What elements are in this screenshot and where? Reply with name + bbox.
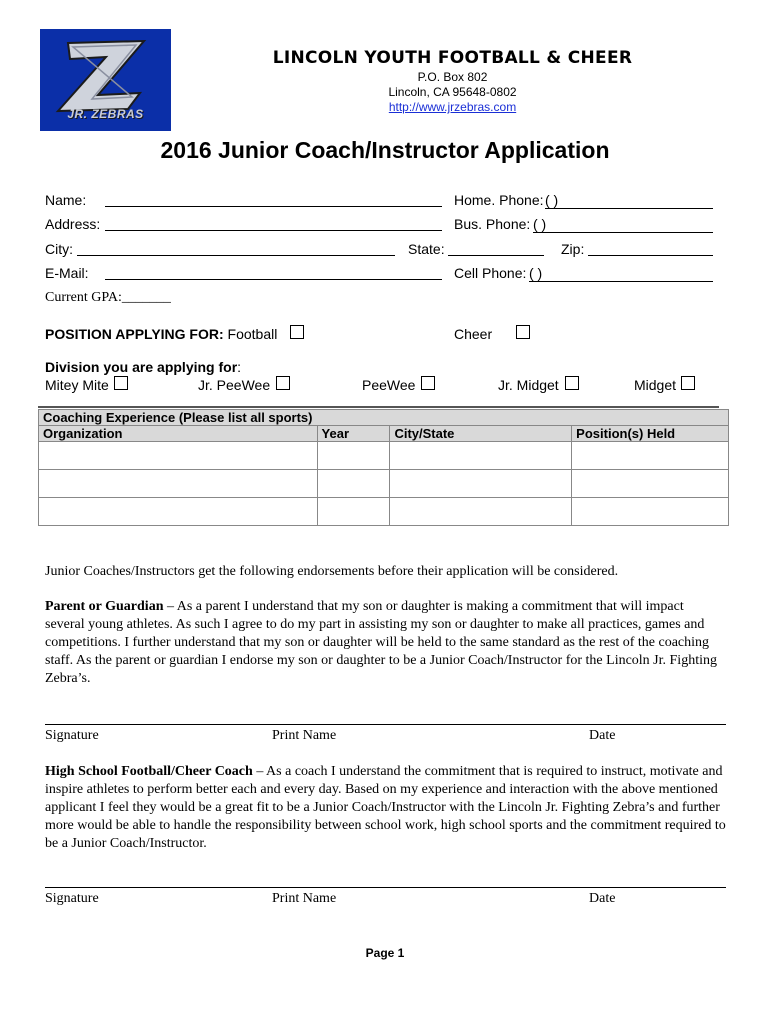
coach-endorsement bbox=[45, 763, 730, 853]
email-label: E-Mail: bbox=[45, 265, 89, 281]
zip-field[interactable] bbox=[588, 241, 713, 256]
division-label-colon: : bbox=[237, 359, 242, 375]
division-jr-midget-label: Jr. Midget bbox=[498, 377, 559, 393]
division-mitey-mite-label: Mitey Mite bbox=[45, 377, 109, 393]
address-label: Address: bbox=[45, 216, 101, 232]
parent-signature-label: Signature bbox=[45, 728, 99, 743]
coach-signature-line[interactable] bbox=[45, 887, 726, 888]
division-label: Division you are applying for bbox=[45, 359, 238, 375]
jr-midget-checkbox[interactable] bbox=[565, 376, 579, 390]
bus-phone-field[interactable]: ( ) bbox=[533, 216, 713, 233]
city-field[interactable] bbox=[77, 241, 395, 256]
position-cell[interactable] bbox=[572, 498, 729, 526]
city-state-cell[interactable] bbox=[390, 442, 572, 470]
home-phone-label: Home. Phone: bbox=[454, 192, 544, 208]
peewee-checkbox[interactable] bbox=[421, 376, 435, 390]
zip-label: Zip: bbox=[561, 241, 585, 257]
column-header-city-state: City/State bbox=[390, 426, 572, 442]
table-row bbox=[39, 470, 729, 498]
page-title: 2016 Junior Coach/Instructor Application bbox=[160, 137, 610, 163]
division-midget-label: Midget bbox=[634, 377, 677, 393]
coach-heading: High School Football/Cheer Coach bbox=[45, 764, 253, 779]
city-state-cell[interactable] bbox=[390, 470, 572, 498]
website-link[interactable]: http://www.jrzebras.com bbox=[388, 100, 517, 114]
position-cell[interactable] bbox=[572, 442, 729, 470]
org-name: LINCOLN YOUTH FOOTBALL & CHEER bbox=[272, 48, 633, 68]
home-phone-field[interactable]: ( ) bbox=[545, 192, 713, 209]
coach-print-name-label: Print Name bbox=[272, 891, 337, 906]
gpa-field[interactable]: Current GPA:_______ bbox=[45, 290, 171, 305]
organization-cell[interactable] bbox=[39, 498, 318, 526]
football-checkbox[interactable] bbox=[290, 325, 304, 339]
cell-phone-label: Cell Phone: bbox=[454, 265, 527, 281]
position-cell[interactable] bbox=[572, 470, 729, 498]
column-header-positions-held: Position(s) Held bbox=[572, 426, 729, 442]
logo-caption: JR. ZEBRAS bbox=[67, 107, 144, 121]
column-header-organization: Organization bbox=[39, 426, 318, 442]
cheer-checkbox[interactable] bbox=[516, 325, 530, 339]
cell-phone-field[interactable]: ( ) bbox=[529, 265, 713, 282]
year-cell[interactable] bbox=[317, 470, 390, 498]
jr-zebras-logo bbox=[40, 29, 171, 131]
mitey-mite-checkbox[interactable] bbox=[114, 376, 128, 390]
coaching-experience-table bbox=[38, 409, 729, 526]
name-field[interactable] bbox=[105, 192, 442, 207]
parent-text: – As a parent I understand that my son or daughter is making a commitment that will impact several young athletes. As such I agree to do my part in assisting my son or daughter to make all practices, games and competitions. I further understand that my son or daughter will be held to the same standard as the rest of the coaching staff. As the parent or guardian I endorse my son or daughter to be a Junior Coach/Instructor for the Lincoln Jr. Fighting Zebra’s. bbox=[45, 599, 717, 686]
division-peewee-label: PeeWee bbox=[362, 377, 416, 393]
endorsement-intro: Junior Coaches/Instructors get the following endorsements before their application will be considered. bbox=[45, 564, 619, 579]
position-cheer-label: Cheer bbox=[454, 326, 493, 342]
po-box: P.O. Box 802 bbox=[417, 70, 488, 84]
column-header-year: Year bbox=[317, 426, 390, 442]
city-state-cell[interactable] bbox=[390, 498, 572, 526]
parent-date-label: Date bbox=[589, 728, 616, 743]
coach-text: – As a coach I understand the commitment that is required to instruct, motivate and inspire athletes to perform better each and every day. Based on my experience and interaction with the above mentioned applicant I feel they would be a great fit to be a Junior Coach/Instructor with the Lincoln Jr. Fighting Zebra’s and further more would be able to handle the responsibility between school work, high school sports and the commitment required to be a Junior Coach/Instructor. bbox=[45, 764, 726, 851]
organization-cell[interactable] bbox=[39, 470, 318, 498]
division-jr-peewee-label: Jr. PeeWee bbox=[198, 377, 271, 393]
parent-endorsement bbox=[45, 598, 725, 688]
position-football-label: Football bbox=[227, 326, 278, 342]
year-cell[interactable] bbox=[317, 442, 390, 470]
city-label: City: bbox=[45, 241, 73, 257]
city-line: Lincoln, CA 95648-0802 bbox=[388, 85, 517, 99]
name-label: Name: bbox=[45, 192, 87, 208]
jr-peewee-checkbox[interactable] bbox=[276, 376, 290, 390]
state-label: State: bbox=[408, 241, 445, 257]
email-field[interactable] bbox=[105, 265, 442, 280]
midget-checkbox[interactable] bbox=[681, 376, 695, 390]
table-row bbox=[39, 498, 729, 526]
organization-cell[interactable] bbox=[39, 442, 318, 470]
state-field[interactable] bbox=[448, 241, 544, 256]
table-caption: Coaching Experience (Please list all sports) bbox=[39, 410, 729, 426]
section-divider bbox=[38, 406, 719, 408]
table-row bbox=[39, 442, 729, 470]
parent-signature-line[interactable] bbox=[45, 724, 726, 725]
coach-date-label: Date bbox=[589, 891, 616, 906]
coach-signature-label: Signature bbox=[45, 891, 99, 906]
page-number: Page 1 bbox=[365, 946, 405, 960]
parent-heading: Parent or Guardian bbox=[45, 599, 164, 614]
parent-print-name-label: Print Name bbox=[272, 728, 337, 743]
address-field[interactable] bbox=[105, 216, 442, 231]
position-label: POSITION APPLYING FOR: bbox=[45, 326, 224, 342]
year-cell[interactable] bbox=[317, 498, 390, 526]
bus-phone-label: Bus. Phone: bbox=[454, 216, 531, 232]
